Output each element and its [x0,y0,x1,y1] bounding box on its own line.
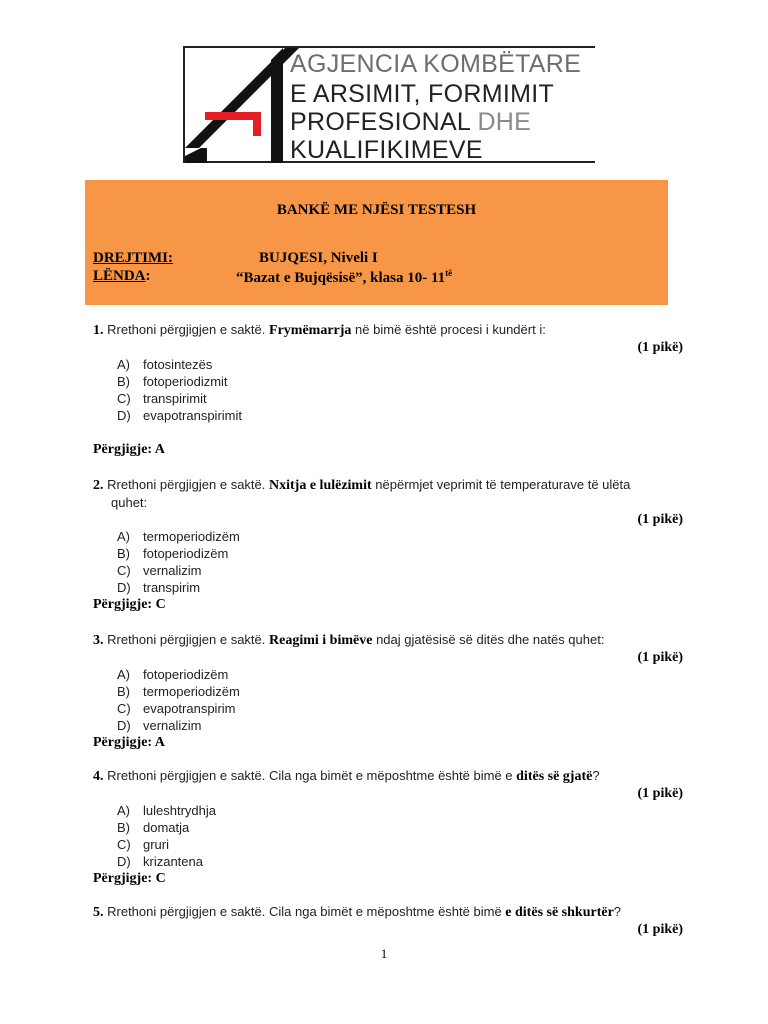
question-prefix: Rrethoni përgjigjen e saktë. Cila nga bimët e mëposhtme është bimë e [107,768,513,783]
question-text [93,767,683,785]
logo-line-1: AGJENCIA KOMBËTARE [290,50,582,78]
option-b[interactable]: B) domatja [117,820,190,835]
options-list [93,528,683,596]
points-label: (1 pikë) [637,340,683,355]
options-list [93,802,683,870]
option-b[interactable]: B) fotoperiodizmit [117,374,228,389]
option-a[interactable]: A) fotosintezës [117,357,213,372]
question-keyword: e ditës së shkurtër [505,905,614,920]
question-text [93,903,683,921]
option-a[interactable]: A) fotoperiodizëm [117,667,229,682]
option-d[interactable]: D) krizantena [117,854,203,869]
option-c[interactable]: C) vernalizim [117,563,202,578]
option-c[interactable]: C) transpirimit [117,391,207,406]
question-prefix: Rrethoni përgjigjen e saktë. [107,322,266,337]
option-d[interactable]: D) transpirim [117,580,201,595]
question-keyword: Nxitja e lulëzimit [269,478,372,493]
question-number: 1. [93,323,104,338]
logo-line-3-dhe: DHE [477,108,532,136]
lenda-value: “Bazat e Bujqësisë”, klasa 10- $11^{të}$ [236,268,453,286]
document-title: BANKË ME NJËSI TESTESH [276,202,477,218]
points-label: (1 pikë) [637,650,683,665]
question-text [93,631,683,649]
question-suffix: ? [613,904,622,919]
question-prefix: Rrethoni përgjigjen e saktë. [107,632,266,647]
option-d[interactable]: D) vernalizim [117,718,202,733]
option-c[interactable]: C) evapotranspirim [117,701,236,716]
logo-line-4: KUALIFIKIMEVE [290,136,483,164]
question-3 [93,631,683,751]
drejtimi-value: BUJQESI, Niveli I [259,250,378,266]
question-text [93,321,683,339]
lenda-sup: të [445,268,453,278]
question-prefix: Rrethoni përgjigjen e saktë. Cila nga bimët e mëposhtme është bimë [107,904,502,919]
option-a[interactable]: A) termoperiodizëm [117,529,240,544]
options-list [93,356,683,424]
question-keyword: Reagimi i bimëve [269,633,373,648]
answer-label: Përgjigje: C [93,597,166,612]
page-number: 1 [380,946,388,961]
question-number: 3. [93,633,104,648]
logo-line-2: E ARSIMIT, FORMIMIT [290,80,555,108]
question-suffix: ndaj gjatësisë së ditës dhe natës quhet: [376,632,605,647]
question-suffix: nëpërmjet veprimit të temperaturave të ulëta [375,477,631,492]
question-suffix: në bimë është procesi i kundërt i: [355,322,546,337]
points-label: (1 pikë) [637,922,683,937]
answer-label: Përgjigje: A [93,735,165,750]
logo-line-3 [290,108,531,136]
option-b[interactable]: B) termoperiodizëm [117,684,240,699]
question-4 [93,767,683,887]
question-1 [93,321,683,458]
lenda-label: LËNDA [93,268,146,284]
options-list [93,666,683,734]
question-number: 2. [93,478,104,493]
question-number: 4. [93,769,104,784]
question-suffix: ? [592,768,600,783]
question-5 [93,903,683,938]
logo-line-3-main: PROFESIONAL [290,108,471,136]
option-a[interactable]: A) luleshtrydhja [117,803,216,818]
option-b[interactable]: B) fotoperiodizëm [117,546,229,561]
question-keyword: ditës së gjatë [516,769,593,784]
answer-label: Përgjigje: A [93,442,165,457]
points-label: (1 pikë) [637,512,683,527]
question-text [93,476,683,494]
option-c[interactable]: C) gruri [117,837,170,852]
header-box [85,180,668,305]
answer-label: Përgjigje: C [93,871,166,886]
drejtimi-label: DREJTIMI: [93,250,174,266]
question-keyword: Frymëmarrja [269,323,352,338]
question-continuation: quhet: [111,495,148,510]
lenda-row: LËNDA: “Bazat e Bujqësisë”, klasa 10- $11^{të}$ [93,268,453,286]
points-label: (1 pikë) [637,786,683,801]
option-d[interactable]: D) evapotranspirimit [117,408,242,423]
question-number: 5. [93,905,104,920]
drejtimi-row [93,250,378,267]
question-2 [93,476,683,613]
question-prefix: Rrethoni përgjigjen e saktë. [107,477,266,492]
